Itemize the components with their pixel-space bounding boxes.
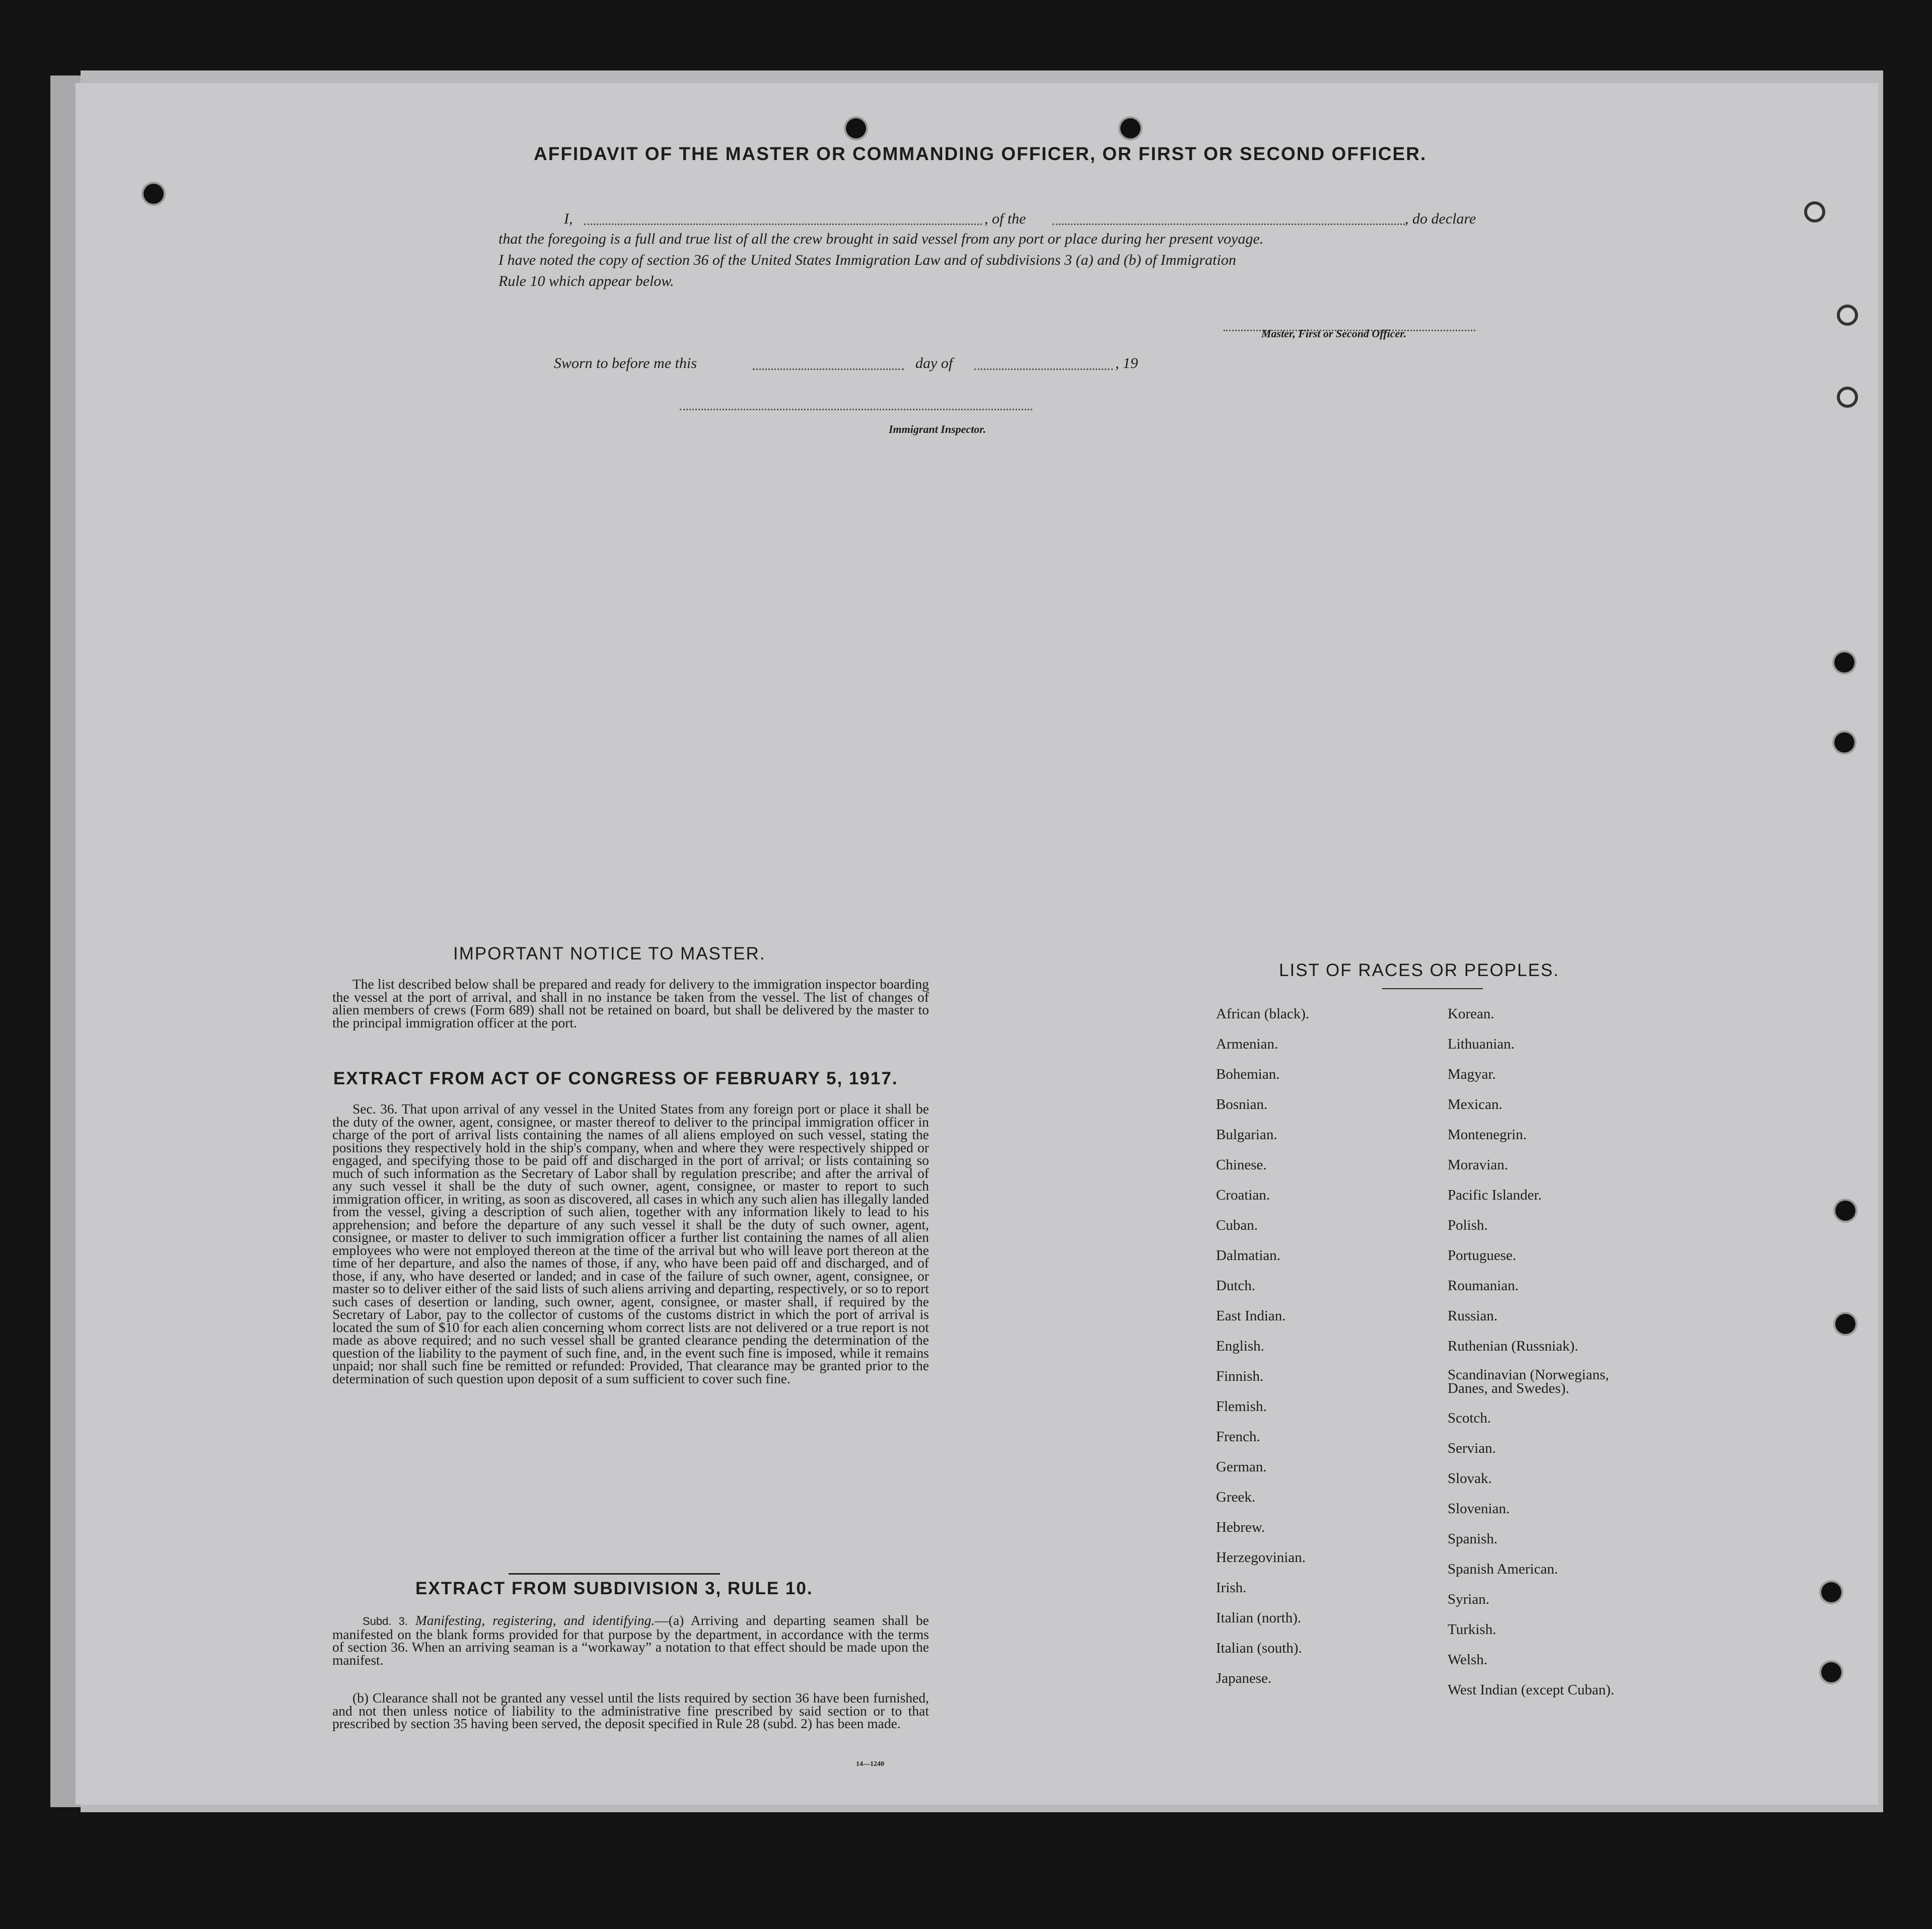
race-item: Scandinavian (Norwegians, Danes, and Swedes). — [1448, 1367, 1609, 1396]
divider-rule — [509, 1573, 720, 1575]
affidavit-title: AFFIDAVIT OF THE MASTER OR COMMANDING OFFICER, OR FIRST OR SECOND OFFICER. — [534, 143, 1427, 164]
affidavit-of-the: , of the — [984, 210, 1026, 227]
race-item: Syrian. — [1448, 1591, 1489, 1607]
punch-hole — [1834, 732, 1854, 753]
vessel-blank[interactable] — [1052, 224, 1405, 225]
race-item: Greek. — [1216, 1489, 1256, 1505]
punch-hole — [1120, 118, 1140, 138]
race-item: East Indian. — [1216, 1308, 1286, 1324]
race-item: Portuguese. — [1448, 1247, 1517, 1264]
year-text: , 19 — [1115, 355, 1138, 372]
inspector-caption: Immigrant Inspector. — [889, 423, 986, 435]
race-item: Lithuanian. — [1448, 1036, 1515, 1052]
punch-hole — [846, 118, 866, 138]
month-blank[interactable] — [974, 368, 1113, 370]
inspector-signature-blank[interactable] — [680, 409, 1032, 410]
race-item: Slovak. — [1448, 1470, 1492, 1487]
master-caption: Master, First or Second Officer. — [1261, 327, 1407, 340]
binder-ring — [1804, 201, 1825, 222]
race-item: Armenian. — [1216, 1036, 1278, 1052]
race-item: Spanish. — [1448, 1531, 1498, 1547]
punch-hole — [1835, 1314, 1855, 1334]
affidavit-declare: , do declare — [1405, 210, 1476, 227]
notice-text: The list described below shall be prepared and ready for delivery to the immigration inspector boarding the vessel at the port of arrival, and shall in no instance be taken from the vessel. The list of changes of alien members of crews (Form 689) shall not be retained on board, but shall be delivered by the master to the principal immigration officer at the port. — [332, 976, 929, 1030]
race-item: Roumanian. — [1448, 1278, 1519, 1294]
race-item: Ruthenian (Russniak). — [1448, 1338, 1579, 1354]
day-of-text: day of — [915, 355, 953, 372]
race-item: Turkish. — [1448, 1621, 1496, 1638]
affidavit-i: I, — [564, 210, 573, 227]
punch-hole — [1835, 1201, 1855, 1221]
race-item: Spanish American. — [1448, 1561, 1558, 1577]
race-item: German. — [1216, 1459, 1267, 1475]
race-item: English. — [1216, 1338, 1264, 1354]
race-item: Scotch. — [1448, 1410, 1491, 1426]
race-item: Pacific Islander. — [1448, 1187, 1542, 1203]
race-item: Mexican. — [1448, 1096, 1502, 1112]
race-item: Hebrew. — [1216, 1519, 1265, 1535]
punch-hole — [1834, 652, 1854, 673]
document-page — [76, 83, 1878, 1805]
subd-text-a: —(a) Arriving and departing seamen shall be manifested on the blank forms provided for that purpose by the department, in accordance with the terms of section 36. When an arriving seaman is a “workaway” a notation to that effect should be made upon the manifest. — [332, 1612, 929, 1668]
day-blank[interactable] — [753, 368, 904, 370]
race-item: Russian. — [1448, 1308, 1498, 1324]
race-item: African (black). — [1216, 1006, 1310, 1022]
subd-heading: Manifesting, registering, and identifying. — [415, 1612, 655, 1628]
race-item: Italian (north). — [1216, 1610, 1302, 1626]
race-item: Irish. — [1216, 1580, 1247, 1596]
affidavit-line-3: I have noted the copy of section 36 of the United States Immigration Law and of subdivisions 3 (a) and (b) of Immigration — [498, 252, 1236, 268]
race-item: French. — [1216, 1429, 1260, 1445]
binder-ring — [1837, 305, 1858, 326]
affidavit-line-2: that the foregoing is a full and true list of all the crew brought in said vessel from any port or place during her present voyage. — [498, 231, 1264, 247]
race-item: Moravian. — [1448, 1157, 1508, 1173]
sworn-text: Sworn to before me this — [554, 355, 697, 372]
rule-title: EXTRACT FROM SUBDIVISION 3, RULE 10. — [415, 1579, 813, 1598]
race-item: Finnish. — [1216, 1368, 1264, 1384]
race-item: Dutch. — [1216, 1278, 1256, 1294]
race-item: Croatian. — [1216, 1187, 1270, 1203]
race-item: Bohemian. — [1216, 1066, 1280, 1082]
race-item: Welsh. — [1448, 1652, 1488, 1668]
race-item: Slovenian. — [1448, 1501, 1510, 1517]
race-item: Bulgarian. — [1216, 1127, 1277, 1143]
race-item: Dalmatian. — [1216, 1247, 1281, 1264]
act-text: Sec. 36. That upon arrival of any vessel in the United States from any foreign port or place it shall be the duty of the owner, agent, consignee, or master thereof to deliver to the principal immigration officer in charge of the port of arrival lists containing the names of all aliens employed on such vessel, stating the positions they respectively hold in the ship's company, when and where they were respectively shipped or engaged, and specifying those to be paid off and discharged in the port of arrival; or lists containing so much of such information as the Secretary of Labor shall by regulation prescribe; and after the arrival of any such vessel it shall be the duty of such owner, agent, consignee, or master to report to such immigration officer, in writing, as soon as discovered, all cases in which any such alien has illegally landed from the vessel, giving a description of such alien, together with any information likely to lead to his apprehension; and before the departure of any such vessel it shall be the duty of such owner, agent, consignee, or master to deliver to such immigration officer a further list containing the names of all alien employees who were not employed thereon at the time of the arrival but who will leave port thereon at the time of her departure, and also the names of those, if any, who have been paid off and discharged, and of those, if any, who have deserted or landed; and in case of the failure of such owner, agent, consignee, or master so to deliver either of the said lists of such aliens arriving and departing, respectively, or so to report such cases of desertion or landing, such owner, agent, consignee, or master shall, if required by the Secretary of Labor, pay to the collector of customs of the customs district in which the port of arrival is located the sum of $10 for each alien concerning whom correct lists are not delivered or a true report is not made as above required; and no such vessel shall be granted clearance pending the determination of the question of the liability to the payment of such fine, and, in the event such fine is imposed, while it remains unpaid; nor shall such fine be remitted or refunded: Provided, That clearance may be granted prior to the determination of such question upon deposit of a sum sufficient to cover such fine. — [332, 1101, 929, 1386]
binder-ring — [1837, 387, 1858, 408]
race-item: Herzegovinian. — [1216, 1549, 1306, 1566]
rule-text-b: (b) Clearance shall not be granted any vessel until the lists required by section 36 have been furnished, and not then unless notice of liability to the administrative fine prescribed by said section or to that prescribed by section 35 having been served, the deposit specified in Rule 28 (subd. 2) has been made. — [332, 1690, 929, 1731]
punch-hole — [1821, 1582, 1841, 1602]
race-item: Polish. — [1448, 1217, 1488, 1233]
race-item: Servian. — [1448, 1440, 1496, 1456]
race-item: Chinese. — [1216, 1157, 1267, 1173]
notice-title: IMPORTANT NOTICE TO MASTER. — [453, 944, 766, 963]
races-title: LIST OF RACES OR PEOPLES. — [1279, 960, 1560, 980]
race-item: Magyar. — [1448, 1066, 1496, 1082]
race-item: West Indian (except Cuban). — [1448, 1682, 1615, 1698]
name-blank[interactable] — [584, 224, 982, 225]
race-item: Japanese. — [1216, 1670, 1272, 1686]
races-title-rule — [1382, 988, 1483, 989]
rule-text-a — [332, 1614, 929, 1666]
race-item: Bosnian. — [1216, 1096, 1268, 1112]
race-item: Korean. — [1448, 1006, 1494, 1022]
race-item: Cuban. — [1216, 1217, 1258, 1233]
punch-hole — [144, 184, 164, 204]
punch-hole — [1821, 1662, 1841, 1682]
affidavit-line-4: Rule 10 which appear below. — [498, 273, 674, 289]
race-item: Montenegrin. — [1448, 1127, 1527, 1143]
act-title: EXTRACT FROM ACT OF CONGRESS OF FEBRUARY 5, 1917. — [333, 1069, 898, 1088]
form-number: 14—1240 — [856, 1760, 884, 1768]
subd-label: Subd. 3. — [363, 1615, 408, 1627]
race-item: Italian (south). — [1216, 1640, 1302, 1656]
race-item: Flemish. — [1216, 1398, 1267, 1415]
